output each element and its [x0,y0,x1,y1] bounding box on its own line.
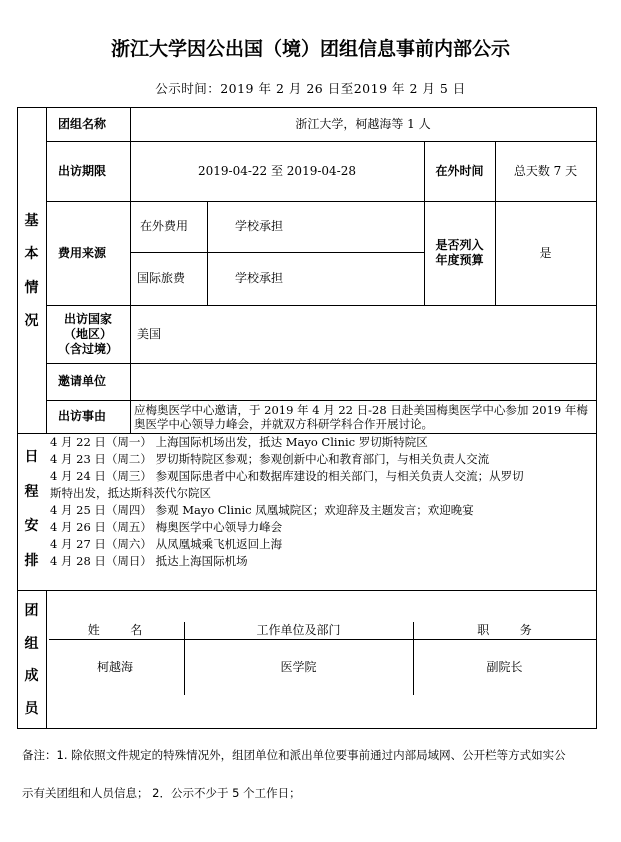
schedule-section-label: 日 程 安 排 [24,449,39,569]
funding-label: 费用来源 [58,245,107,260]
inviter-label: 邀请单位 [58,374,107,388]
page-title: 浙江大学因公出国（境）团组信息事前内部公示 [110,38,510,60]
budget-value: 是 [539,245,552,260]
list-item: 4 月 23 日（周二） 罗切斯特院区参观；参观创新中心和教育部门，与相关负责人交流 [50,452,490,466]
footnote-line: 示有关团组和人员信息； 2．公示不少于 5 个工作日； [22,786,301,800]
list-item: 4 月 26 日（周五） 梅奥医学中心领导力峰会 [50,520,283,534]
list-item: 斯特出发，抵达斯科茨代尔院区 [50,486,211,500]
travel-cost-label: 国际旅费 [137,271,186,285]
members-header-title: 职 务 [477,623,532,637]
member-title: 副院长 [486,660,523,674]
inviter-value [137,363,596,400]
members-section-label: 团 组 成 员 [24,603,39,717]
period-label: 出访期限 [58,163,107,178]
member-unit: 医学院 [280,660,317,674]
budget-label: 是否列入 年度预算 [435,238,484,267]
group-name-value: 浙江大学，柯越海等 1 人 [295,116,431,131]
abroad-cost-label: 在外费用 [140,219,189,233]
footnote-line: 备注：1. 除依照文件规定的特殊情况外，组团单位和派出单位要事前通过内部局域网、公开栏等方式如实公 [22,748,566,762]
list-item: 4 月 25 日（周四） 参观 Mayo Clinic 凤凰城院区；欢迎辞及主题发言；欢迎晚宴 [50,503,474,517]
country-value: 美国 [137,326,162,341]
abroad-cost-value: 学校承担 [235,219,284,233]
period-value: 2019-04-22 至 2019-04-28 [197,163,356,178]
member-name: 柯越海 [96,660,133,674]
list-item: 4 月 22 日（周一） 上海国际机场出发，抵达 Mayo Clinic 罗切斯特院区 [50,435,428,449]
country-label: 出访国家 （地区） （含过境） [57,311,118,356]
list-item: 4 月 24 日（周三） 参观国际患者中心和数据库建设的相关部门，与相关负责人交流；从罗切 [50,469,524,483]
members-header-unit: 工作单位及部门 [256,623,341,637]
days-value: 总天数 7 天 [513,163,578,178]
travel-cost-value: 学校承担 [235,271,284,285]
members-header-name: 姓 名 [87,623,143,637]
list-item: 4 月 27 日（周六） 从凤凰城乘飞机返回上海 [50,537,283,551]
basic-info-section-label: 基 本 情 况 [24,213,39,329]
list-item: 4 月 28 日（周日） 抵达上海国际机场 [50,554,248,568]
publicity-period: 公示时间：2019 年 2 月 26 日至2019 年 2 月 5 日 [155,81,466,96]
reason-label: 出访事由 [58,409,107,423]
reason-value: 应梅奥医学中心邀请，于 2019 年 4 月 22 日-28 日赴美国梅奥医学中心参加 2019 年梅奥医学中心领导力峰会，并就双方科研学科合作开展讨论。 [134,402,588,431]
footnote [0,736,621,812]
group-name-label: 团组名称 [58,116,107,131]
days-label: 在外时间 [435,163,484,178]
